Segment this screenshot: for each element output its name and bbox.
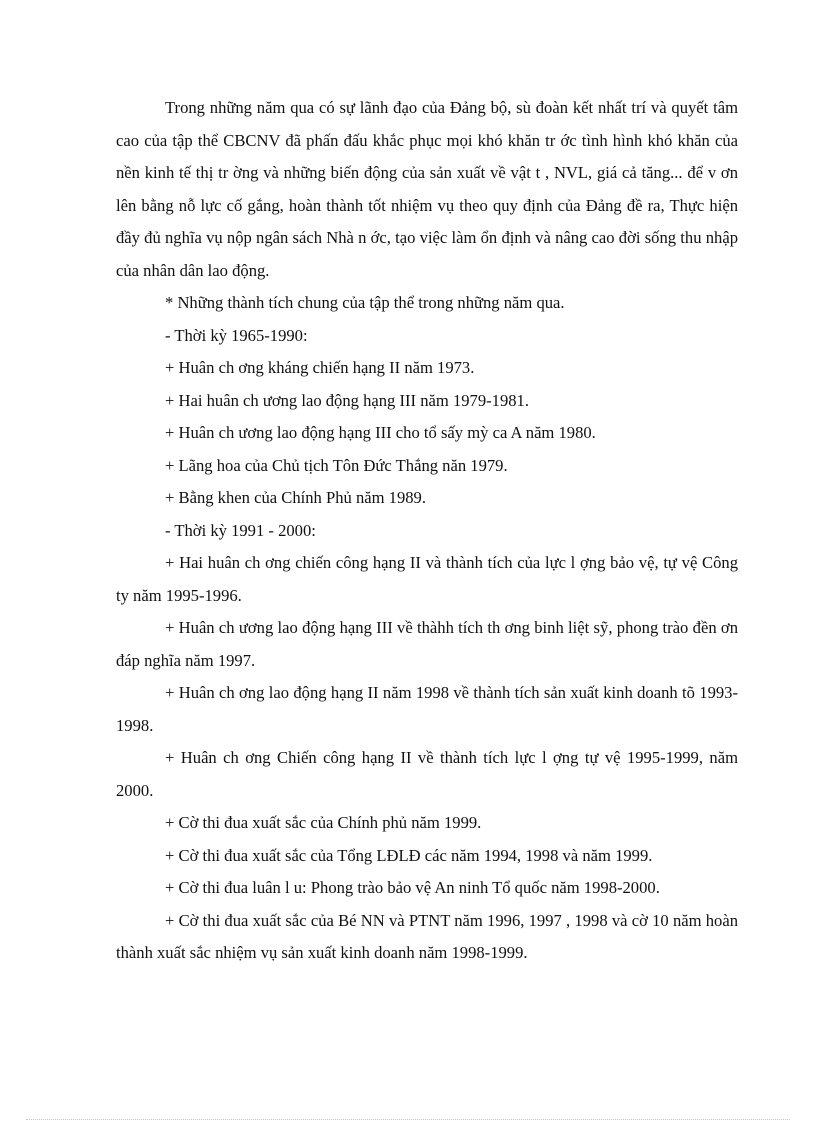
achievement-item: + Hai huân ch ơng chiến công hạng II và thành tích của lực l ợng bảo vệ, tự vệ Công ty năm 1995-1996.: [116, 553, 738, 605]
achievement-item: + Huân ch ương lao động hạng III về thàhh tích th ơng binh liệt sỹ, phong trào đền ơn đáp nghĩa năm 1997.: [116, 618, 738, 670]
achievement-item: + Cờ thi đua luân l u: Phong trào bảo vệ An ninh Tổ quốc năm 1998-2000.: [165, 878, 660, 897]
intro-paragraph: Trong những năm qua có sự lãnh đạo của Đảng bộ, sù đoàn kết nhất trí và quyết tâm cao của tập thể CBCNV đã phấn đấu khắc phục mọi khó khăn tr ớc tình hình khó khăn của nền kinh tế thị tr ờng và những biến động của sản xuất về vật t , NVL, giá cả tăng... để v ơn lên bằng nỗ lực cố gắng, hoàn thành tốt nhiệm vụ theo quy định của Đảng đề ra, Thực hiện đầy đủ nghĩa vụ nộp ngân sách Nhà n ớc, tạo việc làm ổn định và nâng cao đời sống thu nhập của nhân dân lao động.: [116, 98, 738, 280]
achievements-heading: * Những thành tích chung của tập thể trong những năm qua.: [165, 293, 565, 312]
document-page: [116, 92, 738, 970]
achievement-item: + Huân ch ương lao động hạng III cho tổ sấy mỳ ca A năm 1980.: [165, 423, 596, 442]
achievement-item: + Huân ch ơng lao động hạng II năm 1998 về thành tích sản xuất kinh doanh tõ 1993-1998.: [116, 683, 738, 735]
achievement-item: + Cờ thi đua xuất sắc của Tổng LĐLĐ các năm 1994, 1998 và năm 1999.: [165, 845, 653, 865]
achievement-item: + Cờ thi đua xuất sắc của Bé NN và PTNT năm 1996, 1997 , 1998 và cờ 10 năm hoàn thành xuất sắc nhiệm vụ sản xuất kinh doanh năm 1998-1999.: [116, 910, 738, 962]
period-heading-1965-1990: - Thời kỳ 1965-1990:: [165, 325, 308, 345]
period-heading-1991-2000: - Thời kỳ 1991 - 2000:: [165, 520, 316, 540]
achievement-item: + Huân ch ơng Chiến công hạng II về thành tích lực l ợng tự vệ 1995-1999, năm 2000.: [116, 748, 738, 800]
achievement-item: + Lãng hoa của Chủ tịch Tôn Đức Thắng năn 1979.: [165, 455, 508, 475]
achievement-item: + Hai huân ch ương lao động hạng III năm 1979-1981.: [165, 390, 529, 410]
achievement-item: + Cờ thi đua xuất sắc của Chính phủ năm 1999.: [165, 813, 482, 832]
page-bottom-divider: [26, 1119, 790, 1120]
achievement-item: + Bằng khen của Chính Phủ năm 1989.: [165, 488, 427, 507]
achievement-item: + Huân ch ơng kháng chiến hạng II năm 1973.: [165, 358, 475, 377]
